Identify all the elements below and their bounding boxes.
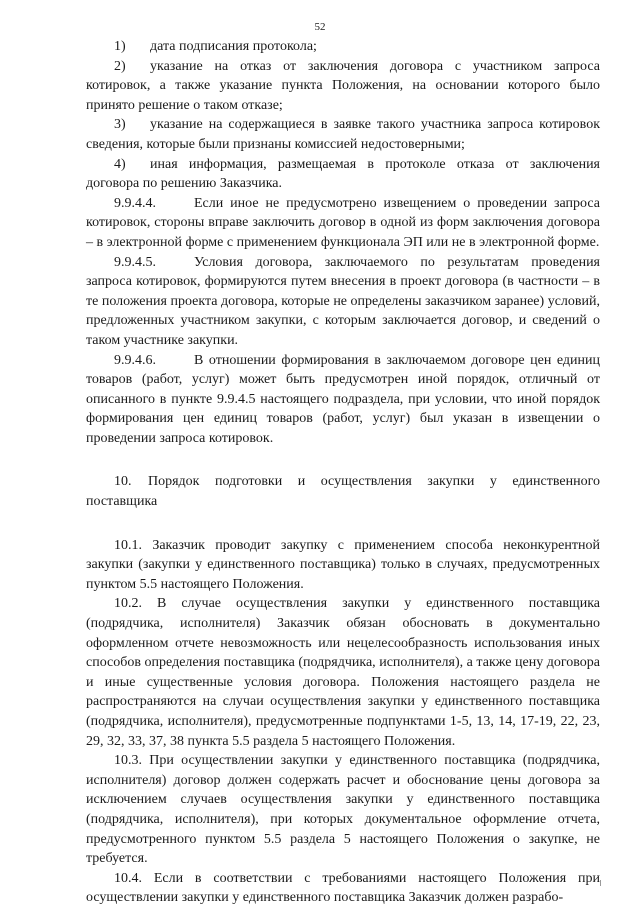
paragraph-number: 10.4. <box>114 870 142 886</box>
paragraph-text: Заказчик проводит закупку с применением способа неконкурентной закупки (закупки у единственного поставщика) только в случаях, предусмотренных пунктом 5.5 настоящего Положения. <box>86 537 600 592</box>
list-item <box>86 37 600 57</box>
paragraph <box>86 594 600 751</box>
section-heading <box>86 472 600 511</box>
scan-mark <box>600 880 601 886</box>
paragraph <box>86 869 600 908</box>
paragraph-number: 10.1. <box>114 537 142 553</box>
list-item <box>86 57 600 116</box>
clause-text: Условия договора, заключаемого по результатам проведения запроса котировок, формируются путем внесения в проект договора (в частности – в те положения проекта договора, которые не определены заказчиком заранее) условий, предложенных участником закупки, с которым заключается договор, и сведений о таком участнике закупки. <box>86 254 600 348</box>
list-item-text: указание на отказ от заключения договора с участником запроса котировок, а также указание пункта Положения, на основании которого было принято решение о таком отказе; <box>86 58 600 113</box>
list-item-number: 1) <box>114 39 126 54</box>
paragraph-text: Если в соответствии с требованиями настоящего Положения при осуществлении закупки у единственного поставщика Заказчик должен разрабо- <box>86 870 600 906</box>
paragraph-text: В случае осуществления закупки у единственного поставщика (подрядчика, исполнителя) Заказчик обязан обосновать в документально оформленном отчете невозможность или нецелесообразность использования иных способов определения поставщика (подрядчика, исполнителя), а также цену договора и иные существенные условия договора. Положения настоящего раздела не распространяются на случаи осуществления закупки у единственного поставщика (подрядчика, исполнителя), предусмотренные подпунктами 1-5, 13, 14, 17-19, 22, 23, 29, 32, 33, 37, 38 пункта 5.5 раздела 5 настоящего Положения. <box>86 596 601 749</box>
clause-number: 9.9.4.6. <box>114 352 156 368</box>
list-item-text: указание на содержащиеся в заявке такого участника запроса котировок сведения, которые были признаны комиссией недостоверными; <box>86 117 600 152</box>
list-item-number: 2) <box>114 58 126 74</box>
list-item <box>86 115 600 154</box>
section-title: Порядок подготовки и осуществления закупки у единственного поставщика <box>86 474 600 510</box>
paragraph <box>86 751 600 869</box>
section-number: 10. <box>114 474 132 490</box>
clause-number: 9.9.4.5. <box>114 254 156 270</box>
clause-text: В отношении формирования в заключаемом договоре цен единиц товаров (работ, услуг) может быть предусмотрен иной порядок, отличный от описанного в пункте 9.9.4.5 настоящего подраздела, при условии, что иной порядок формирования цен единиц товаров (работ, услуг) был указан в извещении о проведении запроса котировок. <box>86 352 600 446</box>
clause-text: Если иное не предусмотрено извещением о проведении запроса котировок, стороны вправе заключить договор в одной из форм заключения договора – в электронной форме с применением функционала ЭП или не в электронной форме. <box>86 195 600 250</box>
list-item <box>86 155 600 194</box>
list-item-number: 3) <box>114 117 126 133</box>
paragraph-number: 10.3. <box>114 753 142 769</box>
clause-number: 9.9.4.4. <box>114 195 156 211</box>
paragraph <box>86 536 600 595</box>
clause-paragraph <box>86 253 600 351</box>
clause-paragraph <box>86 194 600 253</box>
paragraph-text: При осуществлении закупки у единственного поставщика (подрядчика, исполнителя) договор должен содержать расчет и обоснование цены договора за исключением случаев осуществления закупки у единственного поставщика (подрядчика, исполнителя), при которых документальное оформление отчета, предусмотренного пунктом 5.5 раздела 5 настоящего Положения о закупке, не требуется. <box>86 753 601 867</box>
clause-paragraph <box>86 351 600 449</box>
paragraph-number: 10.2. <box>114 596 142 612</box>
page-number: 52 <box>314 21 326 33</box>
document-body <box>86 37 600 908</box>
list-item-text: иная информация, размещаемая в протоколе отказа от заключения договора по решению Заказчика. <box>86 156 600 192</box>
list-item-text: дата подписания протокола; <box>150 39 317 54</box>
list-item-number: 4) <box>114 156 126 172</box>
